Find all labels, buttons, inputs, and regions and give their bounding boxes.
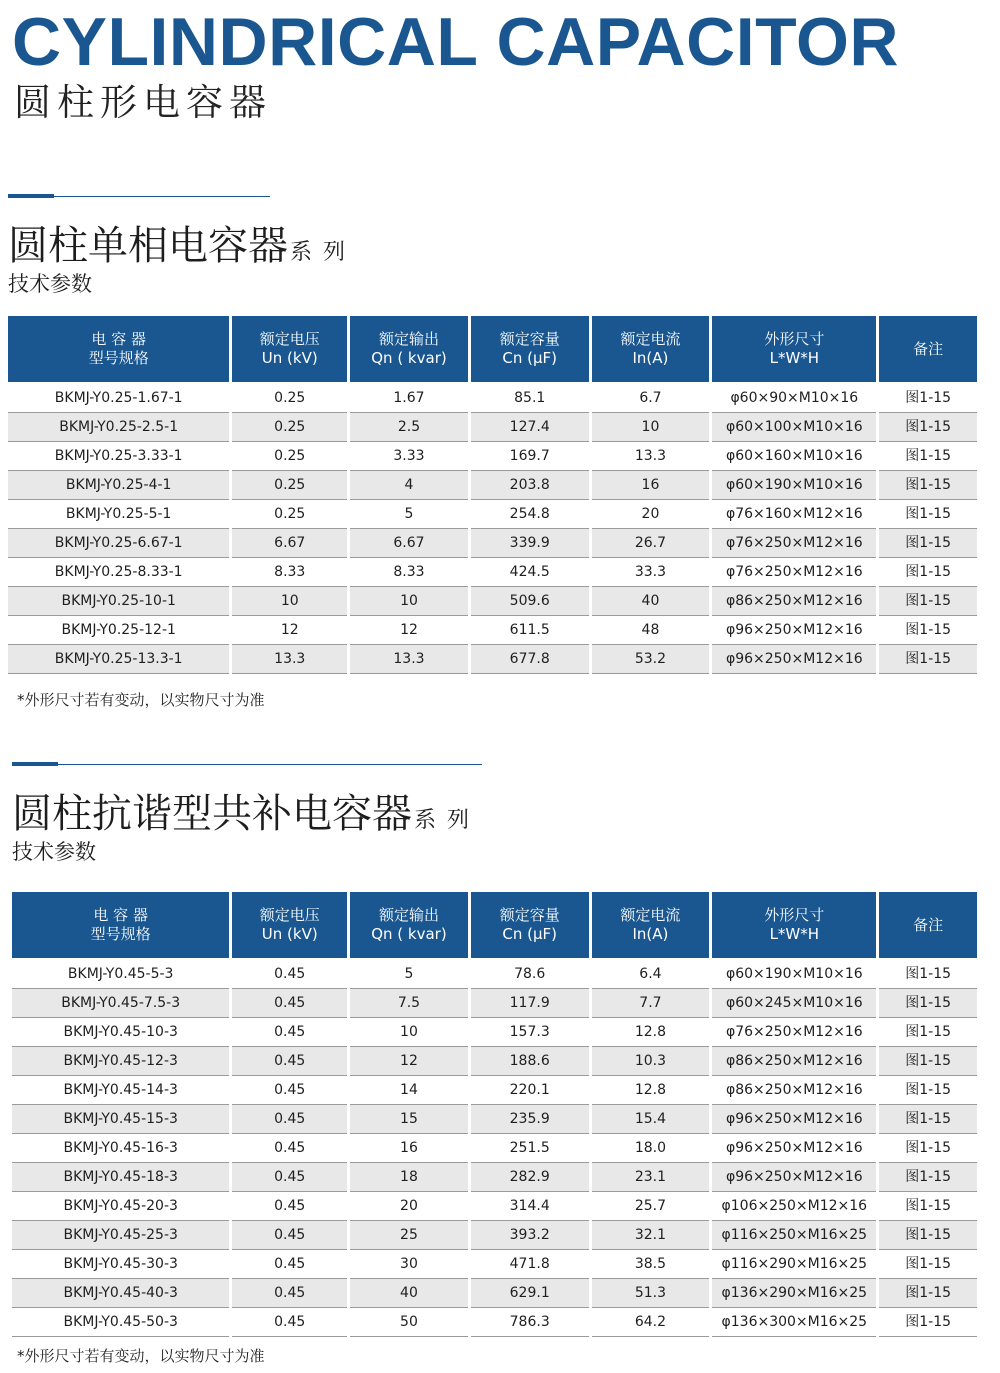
table-cell: 48	[592, 616, 710, 645]
table-cell: BKMJ-Y0.45-50-3	[12, 1308, 229, 1337]
table-cell: 32.1	[592, 1221, 710, 1250]
table-row	[12, 1308, 977, 1337]
table-cell: 6.67	[350, 529, 468, 558]
column-header: 备注	[879, 892, 977, 960]
table-cell: φ96×250×M12×16	[712, 616, 876, 645]
section-title-main: 圆柱单相电容器	[8, 223, 288, 269]
table-cell: 13.3	[592, 442, 710, 471]
table-cell: 图1-15	[879, 500, 977, 529]
table-cell: 611.5	[471, 616, 589, 645]
table-cell: 38.5	[592, 1250, 710, 1279]
column-header: 额定容量 Cn (μF)	[471, 892, 589, 960]
table-cell: BKMJ-Y0.45-14-3	[12, 1076, 229, 1105]
table-cell: BKMJ-Y0.25-10-1	[8, 587, 229, 616]
table-cell: 0.25	[232, 500, 347, 529]
table-cell: 53.2	[592, 645, 710, 674]
table-row	[12, 1105, 977, 1134]
table-cell: 图1-15	[879, 413, 977, 442]
table-cell: 10	[592, 413, 710, 442]
table-cell: φ76×160×M12×16	[712, 500, 876, 529]
table-row	[8, 645, 977, 674]
table-cell: BKMJ-Y0.45-30-3	[12, 1250, 229, 1279]
table-cell: 0.45	[232, 1047, 347, 1076]
table-cell: 50	[350, 1308, 468, 1337]
table-cell: 12.8	[592, 1018, 710, 1047]
table-cell: BKMJ-Y0.45-10-3	[12, 1018, 229, 1047]
table-cell: 64.2	[592, 1308, 710, 1337]
table-cell: φ86×250×M12×16	[712, 587, 876, 616]
table-body	[12, 960, 977, 1337]
table-cell: φ60×160×M10×16	[712, 442, 876, 471]
table-cell: 图1-15	[879, 1134, 977, 1163]
table-cell: 509.6	[471, 587, 589, 616]
table-cell: φ136×290×M16×25	[712, 1279, 876, 1308]
table-cell: 0.45	[232, 989, 347, 1018]
table-cell: φ136×300×M16×25	[712, 1308, 876, 1337]
table-cell: 图1-15	[879, 1308, 977, 1337]
table-row	[12, 1076, 977, 1105]
table-cell: 0.45	[232, 1105, 347, 1134]
table-cell: 图1-15	[879, 1221, 977, 1250]
table-cell: 0.45	[232, 960, 347, 989]
table-cell: 0.25	[232, 471, 347, 500]
table-cell: 8.33	[232, 558, 347, 587]
table-cell: 786.3	[471, 1308, 589, 1337]
table-cell: 203.8	[471, 471, 589, 500]
table-cell: 26.7	[592, 529, 710, 558]
table-cell: 23.1	[592, 1163, 710, 1192]
table-cell: BKMJ-Y0.45-15-3	[12, 1105, 229, 1134]
table-cell: BKMJ-Y0.25-5-1	[8, 500, 229, 529]
table-cell: 5	[350, 960, 468, 989]
table-cell: 20	[350, 1192, 468, 1221]
table-cell: 图1-15	[879, 616, 977, 645]
table-cell: BKMJ-Y0.45-18-3	[12, 1163, 229, 1192]
section-title-main: 圆柱抗谐型共补电容器	[12, 791, 412, 837]
table-header-row	[8, 316, 977, 384]
table-cell: 188.6	[471, 1047, 589, 1076]
table-row	[8, 413, 977, 442]
table-cell: 12	[350, 1047, 468, 1076]
table-row	[12, 1221, 977, 1250]
table-cell: 251.5	[471, 1134, 589, 1163]
table-cell: φ60×90×M10×16	[712, 384, 876, 413]
table-cell: 12	[232, 616, 347, 645]
table-cell: 图1-15	[879, 1105, 977, 1134]
table-cell: 图1-15	[879, 1192, 977, 1221]
table-cell: 13.3	[232, 645, 347, 674]
table-cell: 图1-15	[879, 1018, 977, 1047]
table-cell: BKMJ-Y0.45-16-3	[12, 1134, 229, 1163]
table-cell: 3.33	[350, 442, 468, 471]
table-cell: 10	[350, 1018, 468, 1047]
footnote: *外形尺寸若有变动，以实物尺寸为准	[17, 691, 265, 709]
table-cell: BKMJ-Y0.25-8.33-1	[8, 558, 229, 587]
table-cell: BKMJ-Y0.25-12-1	[8, 616, 229, 645]
table-cell: 10	[232, 587, 347, 616]
table-cell: 235.9	[471, 1105, 589, 1134]
table-cell: 12	[350, 616, 468, 645]
table-cell: φ96×250×M12×16	[712, 1105, 876, 1134]
table-cell: φ116×290×M16×25	[712, 1250, 876, 1279]
table-cell: φ96×250×M12×16	[712, 1134, 876, 1163]
table-cell: 117.9	[471, 989, 589, 1018]
table-cell: 51.3	[592, 1279, 710, 1308]
table-cell: 18	[350, 1163, 468, 1192]
table-cell: 2.5	[350, 413, 468, 442]
table-cell: 677.8	[471, 645, 589, 674]
column-header: 外形尺寸 L*W*H	[712, 316, 876, 384]
table-cell: 12.8	[592, 1076, 710, 1105]
table-cell: BKMJ-Y0.25-13.3-1	[8, 645, 229, 674]
table-row	[12, 1279, 977, 1308]
table-cell: 6.4	[592, 960, 710, 989]
table-cell: 629.1	[471, 1279, 589, 1308]
table-cell: 图1-15	[879, 1250, 977, 1279]
table-cell: φ76×250×M12×16	[712, 529, 876, 558]
table-cell: φ76×250×M12×16	[712, 1018, 876, 1047]
table-cell: 15.4	[592, 1105, 710, 1134]
section-subtitle: 技术参数	[8, 272, 92, 296]
table-cell: 图1-15	[879, 587, 977, 616]
table-cell: 7.7	[592, 989, 710, 1018]
table-row	[8, 384, 977, 413]
table-cell: BKMJ-Y0.25-3.33-1	[8, 442, 229, 471]
table-row	[12, 1250, 977, 1279]
table-cell: 0.25	[232, 413, 347, 442]
table-cell: 0.45	[232, 1076, 347, 1105]
table-cell: 图1-15	[879, 1076, 977, 1105]
table-cell: 0.45	[232, 1221, 347, 1250]
column-header: 额定输出 Qn ( kvar)	[350, 316, 468, 384]
spec-table	[5, 316, 980, 674]
column-header: 电 容 器 型号规格	[8, 316, 229, 384]
table-cell: 18.0	[592, 1134, 710, 1163]
table-cell: BKMJ-Y0.25-1.67-1	[8, 384, 229, 413]
table-cell: 图1-15	[879, 529, 977, 558]
divider-accent	[8, 194, 54, 198]
table-cell: φ116×250×M16×25	[712, 1221, 876, 1250]
table-row	[12, 960, 977, 989]
table-cell: 393.2	[471, 1221, 589, 1250]
table-cell: 78.6	[471, 960, 589, 989]
table-row	[12, 989, 977, 1018]
table-cell: 1.67	[350, 384, 468, 413]
table-cell: 图1-15	[879, 558, 977, 587]
table-cell: φ106×250×M12×16	[712, 1192, 876, 1221]
table-cell: 8.33	[350, 558, 468, 587]
table-row	[8, 529, 977, 558]
table-cell: 169.7	[471, 442, 589, 471]
page-title-chinese: 圆柱形电容器	[14, 81, 272, 124]
table-cell: 33.3	[592, 558, 710, 587]
column-header: 电 容 器 型号规格	[12, 892, 229, 960]
table-cell: 16	[350, 1134, 468, 1163]
table-cell: φ60×100×M10×16	[712, 413, 876, 442]
table-row	[12, 1047, 977, 1076]
table-cell: 图1-15	[879, 384, 977, 413]
table-cell: 7.5	[350, 989, 468, 1018]
table-cell: φ60×190×M10×16	[712, 471, 876, 500]
table-cell: 6.7	[592, 384, 710, 413]
table-cell: 85.1	[471, 384, 589, 413]
table-cell: 15	[350, 1105, 468, 1134]
table-cell: 254.8	[471, 500, 589, 529]
table-cell: φ60×190×M10×16	[712, 960, 876, 989]
table-cell: 0.45	[232, 1279, 347, 1308]
table-cell: 30	[350, 1250, 468, 1279]
table-cell: BKMJ-Y0.45-7.5-3	[12, 989, 229, 1018]
table-cell: 10.3	[592, 1047, 710, 1076]
table-row	[8, 471, 977, 500]
table-cell: BKMJ-Y0.25-6.67-1	[8, 529, 229, 558]
table-cell: BKMJ-Y0.45-5-3	[12, 960, 229, 989]
table-cell: 282.9	[471, 1163, 589, 1192]
table-cell: 图1-15	[879, 1279, 977, 1308]
table-row	[12, 1163, 977, 1192]
table-row	[12, 1018, 977, 1047]
table-cell: φ96×250×M12×16	[712, 645, 876, 674]
table-row	[8, 587, 977, 616]
table-cell: 16	[592, 471, 710, 500]
column-header: 额定电流 In(A)	[592, 892, 710, 960]
table-cell: BKMJ-Y0.45-20-3	[12, 1192, 229, 1221]
column-header: 额定容量 Cn (μF)	[471, 316, 589, 384]
table-cell: φ60×245×M10×16	[712, 989, 876, 1018]
table-cell: 0.25	[232, 384, 347, 413]
section-divider	[12, 764, 482, 765]
column-header: 额定电压 Un (kV)	[232, 892, 347, 960]
table-cell: 40	[592, 587, 710, 616]
table-cell: 图1-15	[879, 645, 977, 674]
footnote: *外形尺寸若有变动，以实物尺寸为准	[17, 1347, 265, 1365]
table-cell: 314.4	[471, 1192, 589, 1221]
table-cell: BKMJ-Y0.25-4-1	[8, 471, 229, 500]
table-header-row	[12, 892, 977, 960]
table-cell: BKMJ-Y0.45-25-3	[12, 1221, 229, 1250]
table-cell: 图1-15	[879, 989, 977, 1018]
table-row	[8, 558, 977, 587]
section-title-suffix: 系 列	[290, 240, 347, 265]
table-cell: 13.3	[350, 645, 468, 674]
column-header: 备注	[879, 316, 977, 384]
table-cell: 0.25	[232, 442, 347, 471]
table-cell: 14	[350, 1076, 468, 1105]
table-cell: φ86×250×M12×16	[712, 1076, 876, 1105]
table-cell: 图1-15	[879, 471, 977, 500]
table-cell: 127.4	[471, 413, 589, 442]
page-title-english: CYLINDRICAL CAPACITOR	[12, 4, 899, 80]
table-row	[12, 1192, 977, 1221]
table-cell: 40	[350, 1279, 468, 1308]
table-cell: 图1-15	[879, 960, 977, 989]
table-cell: 5	[350, 500, 468, 529]
table-cell: 图1-15	[879, 1163, 977, 1192]
table-cell: 471.8	[471, 1250, 589, 1279]
divider-accent	[12, 762, 58, 766]
table-cell: 25.7	[592, 1192, 710, 1221]
table-cell: 0.45	[232, 1134, 347, 1163]
table-cell: BKMJ-Y0.45-40-3	[12, 1279, 229, 1308]
table-cell: BKMJ-Y0.45-12-3	[12, 1047, 229, 1076]
table-body	[8, 384, 977, 674]
table-cell: 0.45	[232, 1308, 347, 1337]
table-cell: 339.9	[471, 529, 589, 558]
table-cell: 0.45	[232, 1018, 347, 1047]
table-cell: 10	[350, 587, 468, 616]
table-cell: 0.45	[232, 1192, 347, 1221]
column-header: 额定电压 Un (kV)	[232, 316, 347, 384]
column-header: 额定电流 In(A)	[592, 316, 710, 384]
table-cell: 图1-15	[879, 442, 977, 471]
table-cell: 0.45	[232, 1163, 347, 1192]
table-cell: φ76×250×M12×16	[712, 558, 876, 587]
table-cell: 6.67	[232, 529, 347, 558]
table-row	[8, 616, 977, 645]
table-cell: 0.45	[232, 1250, 347, 1279]
table-row	[8, 442, 977, 471]
column-header: 外形尺寸 L*W*H	[712, 892, 876, 960]
section-subtitle: 技术参数	[12, 840, 96, 864]
table-row	[8, 500, 977, 529]
table-cell: 20	[592, 500, 710, 529]
table-row	[12, 1134, 977, 1163]
table-cell: 25	[350, 1221, 468, 1250]
table-cell: 157.3	[471, 1018, 589, 1047]
table-cell: 220.1	[471, 1076, 589, 1105]
spec-table	[9, 892, 980, 1337]
table-cell: BKMJ-Y0.25-2.5-1	[8, 413, 229, 442]
section-title-suffix: 系 列	[414, 808, 471, 833]
column-header: 额定输出 Qn ( kvar)	[350, 892, 468, 960]
table-cell: φ96×250×M12×16	[712, 1163, 876, 1192]
section-divider	[8, 196, 270, 197]
table-cell: 4	[350, 471, 468, 500]
table-cell: 424.5	[471, 558, 589, 587]
table-cell: φ86×250×M12×16	[712, 1047, 876, 1076]
table-cell: 图1-15	[879, 1047, 977, 1076]
